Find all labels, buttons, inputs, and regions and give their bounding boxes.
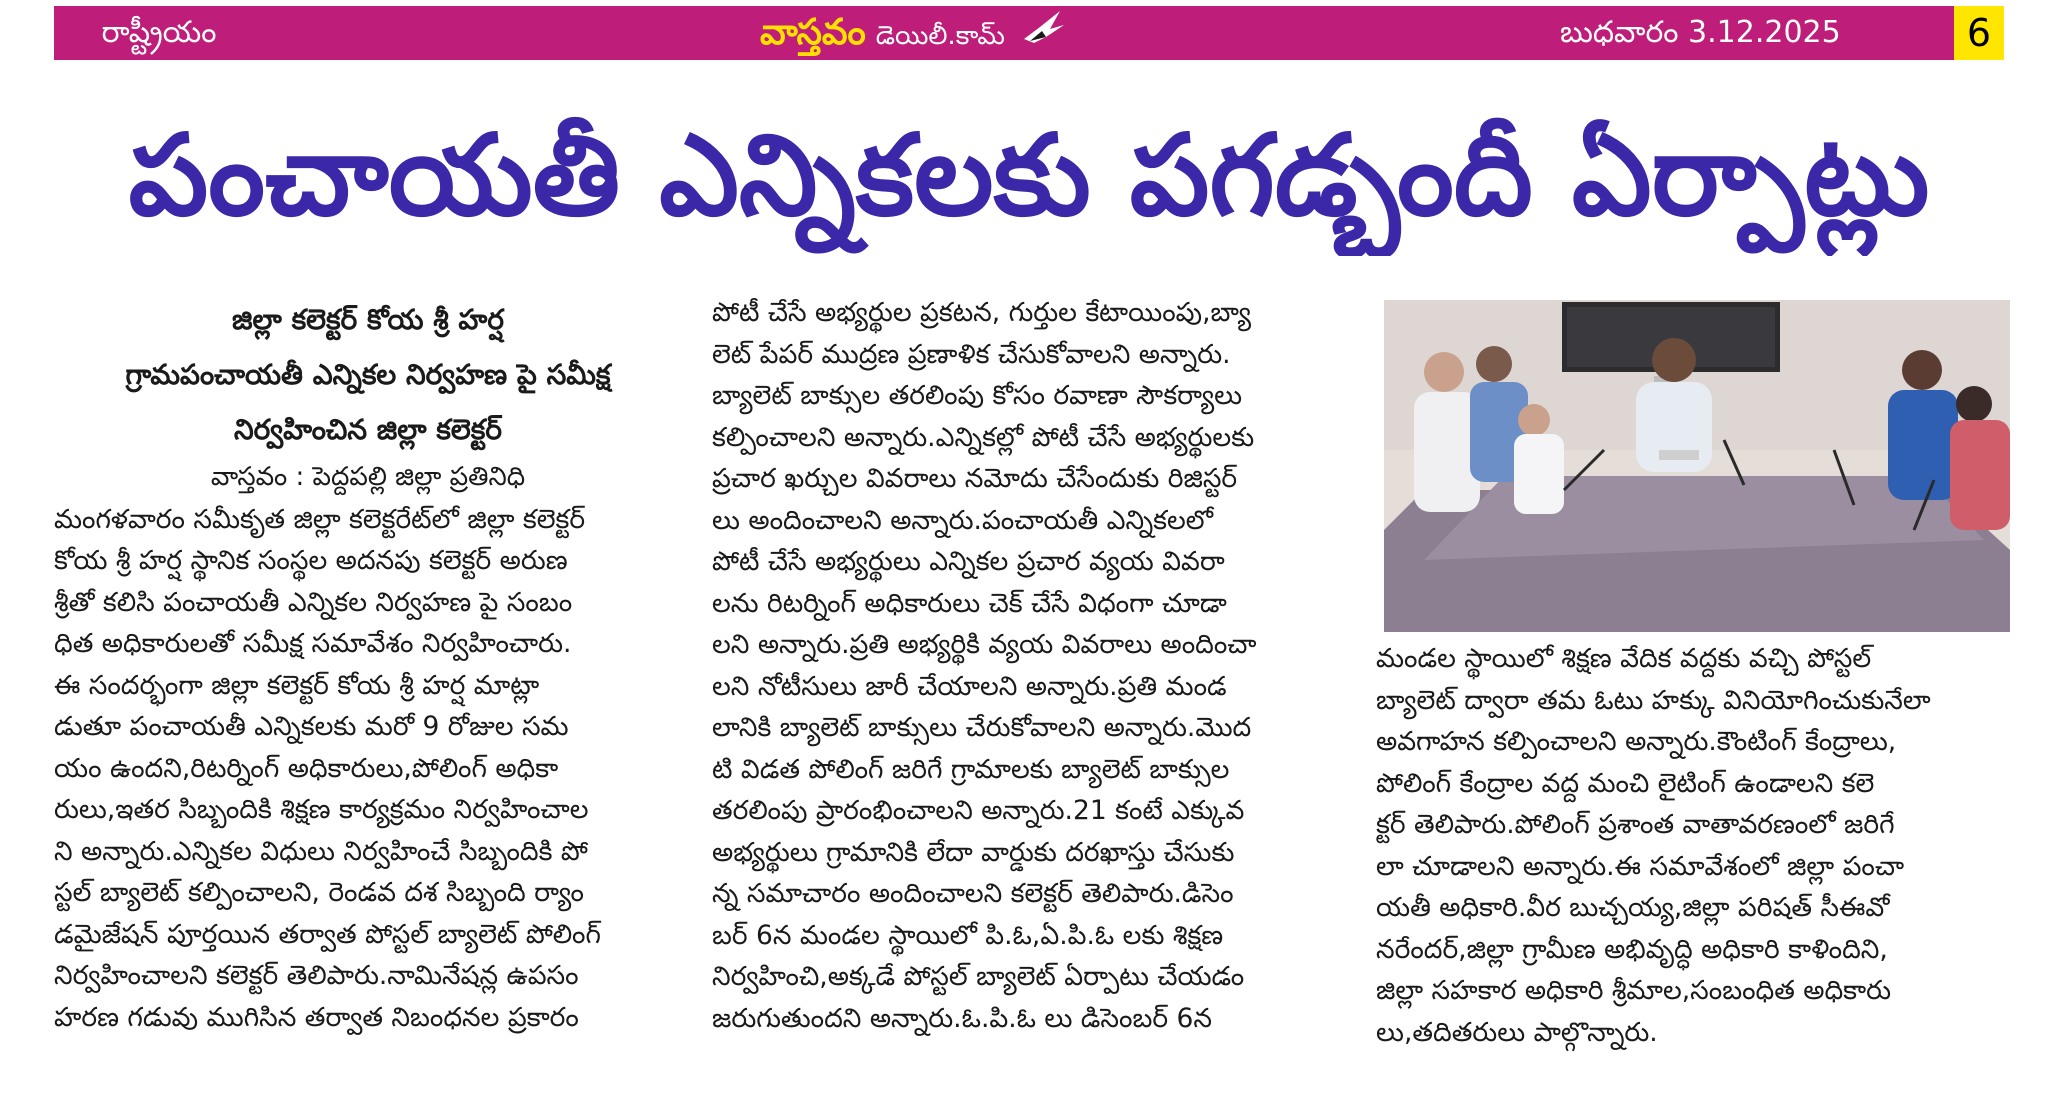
page-number: 6	[1954, 6, 2004, 60]
body-line: ని అన్నారు.ఎన్నికల విధులు నిర్వహించే సిబ్బందికి పో	[54, 835, 588, 867]
bird-logo-icon	[1020, 9, 1066, 71]
body-line: తరలింపు ప్రారంభించాలని అన్నారు.21 కంటే ఎక్కువ	[712, 795, 1245, 826]
body-line: పోటీ చేసే అభ్యర్థుల ప్రకటన, గుర్తుల కేటాయింపు,బ్యా	[712, 297, 1252, 328]
body-line: ఈ సందర్భంగా జిల్లా కలెక్టర్ కోయ శ్రీ హర్ష మాట్లా	[54, 669, 540, 701]
body-line: యతీ అధికారి.వీర బుచ్చయ్య,జిల్లా పరిషత్ సీఈవో	[1376, 892, 1890, 923]
body-line: యం ఉందని,రిటర్నింగ్ అధికారులు,పోలింగ్ అధికా	[54, 752, 559, 784]
body-line: బర్ 6న మండల స్థాయిలో పి.ఓ,ఏ.పి.ఓ లకు శిక్షణ	[712, 919, 1224, 951]
body-line: నరేందర్,జిల్లా గ్రామీణ అభివృద్ధి అధికారి కాళిందిని,	[1376, 933, 1888, 965]
body-line: క్టర్ తెలిపారు.పోలింగ్ ప్రశాంత వాతావరణంలో జరిగే	[1376, 809, 1895, 840]
body-line: మంగళవారం సమీకృత జిల్లా కలెక్టరేట్‌లో జిల్లా కలెక్టర్	[54, 503, 586, 535]
body-line: నిర్వహించాలని కలెక్టర్ తెలిపారు.నామినేషన్ల ఉపసం	[54, 960, 579, 991]
dateline: వాస్తవం : పెద్దపల్లి జిల్లా ప్రతినిధి	[210, 462, 526, 492]
body-line: నిర్వహించి,అక్కడే పోస్టల్ బ్యాలెట్ ఏర్పాటు చేయడం	[712, 961, 1245, 992]
body-line: డుతూ పంచాయతీ ఎన్నికలకు మరో 9 రోజుల సమ	[54, 711, 569, 742]
meeting-photo	[1384, 300, 2010, 632]
body-line: లను రిటర్నింగ్ అధికారులు చెక్ చేసే విధంగా చూడా	[712, 587, 1227, 619]
body-line: హరణ గడువు ముగిసిన తర్వాత నిబంధనల ప్రకారం	[54, 1001, 579, 1033]
body-line: శ్రీతో కలిసి పంచాయతీ ఎన్నికల నిర్వహణ పై సంబం	[54, 586, 573, 618]
subhead-line: నిర్వహించిన జిల్లా కలెక్టర్	[234, 413, 502, 446]
body-line: అవగాహన కల్పించాలని అన్నారు.కౌంటింగ్ కేంద్రాలు,	[1376, 726, 1897, 757]
body-line: మండల స్థాయిలో శిక్షణ వేదిక వద్దకు వచ్చి పోస్టల్	[1376, 643, 1872, 674]
body-line: ప్రచార ఖర్చుల వివరాలు నమోదు చేసేందుకు రిజిస్టర్	[712, 463, 1238, 494]
headline: పంచాయతీ ఎన్నికలకు పగడ్బందీ ఏర్పాట్లు	[128, 111, 1930, 241]
body-line: కల్పించాలని అన్నారు.ఎన్నికల్లో పోటీ చేసే అభ్యర్థులకు	[712, 421, 1255, 453]
article-column-2	[712, 292, 1352, 1039]
body-line: లానికి బ్యాలెట్ బాక్సులు చేరుకోవాలని అన్నారు.మొద	[712, 712, 1252, 743]
body-line: పోటీ చేసే అభ్యర్థులు ఎన్నికల ప్రచార వ్యయ వివరా	[712, 546, 1225, 577]
body-line: ధిత అధికారులతో సమీక్ష సమావేశం నిర్వహించారు.	[54, 628, 572, 659]
body-line: పోలింగ్ కేంద్రాల వద్ద మంచి లైటింగ్ ఉండాలని కలె	[1376, 767, 1875, 799]
body-line: జిల్లా సహకార అధికారి శ్రీమాల,సంబంధిత అధికారు	[1376, 975, 1892, 1006]
masthead-name: వాస్తవం	[760, 12, 866, 53]
body-line: జరుగుతుందని అన్నారు.ఓ.పి.ఓ లు డిసెంబర్ 6న	[712, 1002, 1212, 1034]
body-line: లెట్ పేపర్ ముద్రణ ప్రణాళిక చేసుకోవాలని అన్నారు.	[712, 338, 1231, 370]
issue-date: బుధవారం 3.12.2025	[1560, 15, 1841, 50]
body-line: బ్యాలెట్ ద్వారా తమ ఓటు హక్కు వినియోగించుకునేలా	[1376, 684, 1931, 716]
body-line: అభ్యర్థులు గ్రామానికి లేదా వార్డుకు దరఖాస్తు చేసుకు	[712, 836, 1235, 868]
subhead-line: గ్రామపంచాయతీ ఎన్నికల నిర్వహణ పై సమీక్ష	[125, 358, 611, 391]
body-line: టి విడత పోలింగ్ జరిగే గ్రామాలకు బ్యాలెట్ బాక్సుల	[712, 753, 1230, 785]
body-line: లా చూడాలని అన్నారు.ఈ సమావేశంలో జిల్లా పంచా	[1376, 850, 1905, 882]
section-label: రాష్ట్రీయం	[101, 15, 217, 50]
article-column-3	[1376, 638, 2010, 1053]
body-line: లు,తదితరులు పాల్గొన్నారు.	[1376, 1016, 1658, 1048]
body-line: రులు,ఇతర సిబ్బందికి శిక్షణ కార్యక్రమం నిర్వహించాల	[54, 794, 589, 825]
masthead-suffix: డెయిలీ.కామ్	[875, 21, 1005, 51]
masthead	[760, 6, 1066, 60]
body-line: లని నోటీసులు జారీ చేయాలని అన్నారు.ప్రతి మండ	[712, 670, 1227, 702]
subhead-line: జిల్లా కలెక్టర్ కోయ శ్రీ హర్ష	[232, 303, 504, 336]
body-line: లని అన్నారు.ప్రతి అభ్యర్థికి వ్యయ వివరాలు అందించా	[712, 629, 1257, 660]
body-line: స్టల్ బ్యాలెట్ కల్పించాలని, రెండవ దశ సిబ్బంది ర్యాం	[54, 877, 584, 908]
body-line: లు అందించాలని అన్నారు.పంచాయతీ ఎన్నికలలో	[712, 504, 1214, 536]
body-line: న్న సమాచారం అందించాలని కలెక్టర్ తెలిపారు.డిసెం	[712, 878, 1234, 909]
body-line: బ్యాలెట్ బాక్సుల తరలింపు కోసం రవాణా సౌకర్యాలు	[712, 380, 1243, 411]
article-column-1	[54, 292, 682, 1038]
body-line: డమైజేషన్ పూర్తయిన తర్వాత పోస్టల్ బ్యాలెట్ పోలింగ్	[54, 918, 601, 950]
body-line: కోయ శ్రీ హర్ష స్థానిక సంస్థల అదనపు కలెక్టర్ అరుణ	[54, 545, 568, 576]
